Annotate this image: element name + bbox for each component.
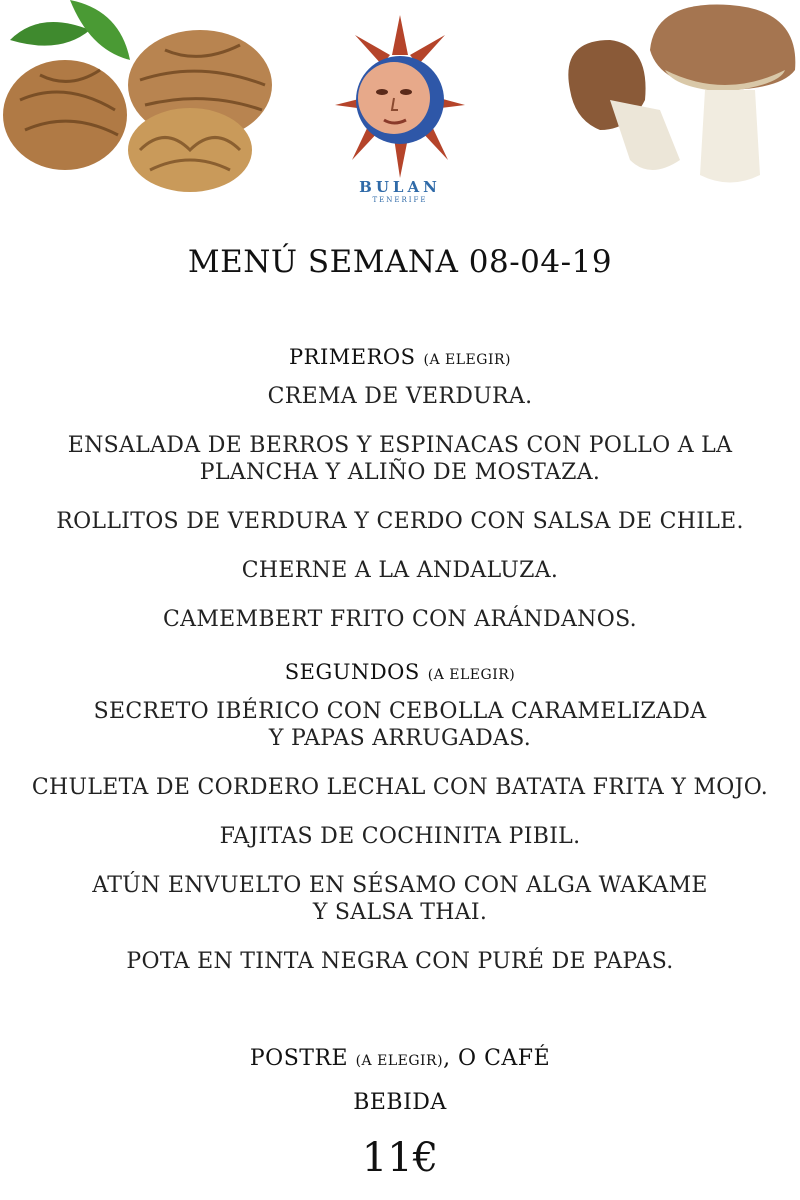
item-line: ENSALADA DE BERROS Y ESPINACAS CON POLLO A LA [67, 433, 733, 458]
menu-item [20, 383, 780, 410]
logo-subtitle: TENERIFE [372, 196, 428, 204]
primeros-note: (A ELEGIR) [423, 352, 511, 368]
menu-item [20, 774, 780, 801]
menu-item [20, 432, 780, 486]
item-line: POTA EN TINTA NEGRA CON PURÉ DE PAPAS. [126, 949, 674, 974]
logo-name: BULAN [359, 178, 441, 196]
segundos-label: SEGUNDOS [284, 660, 420, 684]
item-line: SECRETO IBÉRICO CON CEBOLLA CARAMELIZADA [93, 699, 707, 724]
menu-body [0, 340, 800, 997]
bebida-line: BEBIDA [353, 1090, 447, 1115]
menu-price: 11€ [361, 1135, 439, 1181]
item-line: Y PAPAS ARRUGADAS. [268, 726, 532, 751]
postre-label: POSTRE [249, 1046, 356, 1071]
walnuts-illustration [0, 0, 280, 200]
menu-item [20, 948, 780, 975]
menu-item [20, 606, 780, 633]
segundos-note: (A ELEGIR) [427, 667, 516, 683]
item-line: CAMEMBERT FRITO CON ARÁNDANOS. [163, 607, 637, 632]
item-line: CREMA DE VERDURA. [267, 384, 533, 409]
mushrooms-illustration [540, 0, 800, 195]
menu-title: MENÚ SEMANA 08-04-19 [187, 244, 613, 280]
postre-note: (A ELEGIR) [355, 1053, 444, 1069]
menu-item [20, 508, 780, 535]
primeros-heading [0, 340, 800, 377]
item-line: ROLLITOS DE VERDURA Y CERDO CON SALSA DE CHILE. [56, 509, 744, 534]
item-line: ATÚN ENVUELTO EN SÉSAMO CON ALGA WAKAME [92, 873, 708, 898]
bulan-logo [320, 10, 480, 210]
item-line: CHERNE A LA ANDALUZA. [241, 558, 559, 583]
item-line: CHULETA DE CORDERO LECHAL CON BATATA FRITA Y MOJO. [31, 775, 769, 800]
menu-item [20, 872, 780, 926]
item-line: FAJITAS DE COCHINITA PIBIL. [219, 824, 581, 849]
item-line: PLANCHA Y ALIÑO DE MOSTAZA. [199, 460, 601, 485]
sun-moon-logo-icon [320, 10, 480, 180]
primeros-label: PRIMEROS [289, 345, 416, 369]
menu-item [20, 698, 780, 752]
postre-cafe: , O CAFÉ [443, 1046, 551, 1071]
postre-line [0, 1046, 800, 1071]
item-line: Y SALSA THAI. [312, 900, 488, 925]
menu-item [20, 823, 780, 850]
segundos-heading [0, 655, 800, 692]
menu-item [20, 557, 780, 584]
